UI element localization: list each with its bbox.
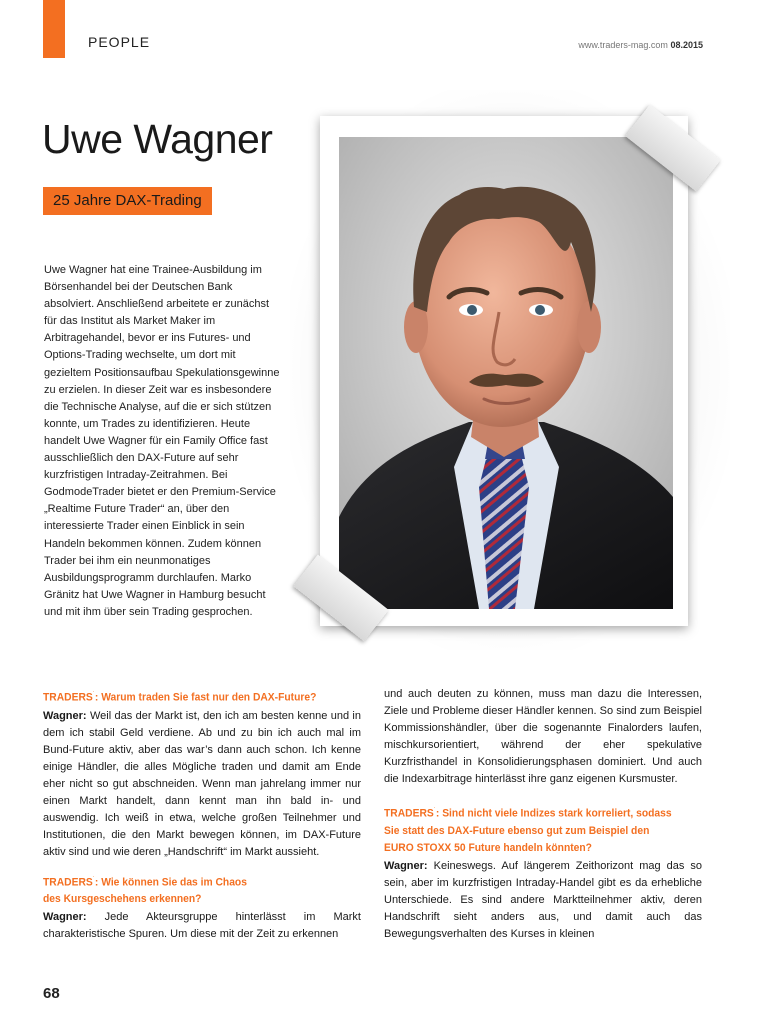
orange-tab — [43, 0, 65, 58]
answer-2-continued: und auch deuten zu können, muss man dazu die Interessen, Ziele und Probleme dieser Händler kennen. So sind zum Beispiel Kommissionshändler, über die sogenannte Finalorders laufen, mischkursorientiert, während der eher spekulative Kurzfristhandel in Konsolidierungsphasen dominiert. Und auch die Indexarbitrage hinterlässt ihre ganz eigenen Kursmuster. — [384, 688, 702, 785]
question-3: TRADERS´: Sind nicht viele Indizes stark korreliert, sodass Sie statt des DAX-Future ebenso gut zum Beispiel den EURO STOXX 50 Future handeln könnten? — [384, 807, 672, 854]
portrait-image — [339, 137, 673, 609]
article-subtitle: 25 Jahre DAX-Trading — [43, 187, 212, 215]
speaker-label: Wagner: — [43, 709, 87, 722]
article-title: Uwe Wagner — [42, 116, 273, 162]
page-number: 68 — [43, 985, 60, 1002]
column-left — [43, 686, 361, 953]
header-meta — [578, 40, 703, 50]
question-1: TRADERS´: Warum traden Sie fast nur den DAX-Future? — [43, 691, 317, 704]
question-2: TRADERS´: Wie können Sie das im Chaos des Kursgeschehens erkennen? — [43, 875, 247, 906]
brand-traders: TRADERS — [43, 691, 93, 704]
website-url[interactable]: www.traders-mag.com — [578, 40, 668, 50]
portrait-photo — [339, 137, 673, 609]
answer-3: Wagner: Keineswegs. Auf längerem Zeithorizont mag das so sein, aber im kurzfristigen Intraday-Handel gibt es da erhebliche Unterschiede. Es sind andere Marktteilnehmer aktiv, deren Handschrift sieht anders aus, und damit auch das Bewegungsverhalten des Kurses in kleinen — [384, 859, 702, 940]
issue-number: 08.2015 — [670, 40, 703, 50]
column-right — [384, 686, 702, 953]
answer-2: Wagner: Jede Akteursgruppe hinterlässt im Markt charakteristische Spuren. Um diese mit der Zeit zu erkennen — [43, 911, 361, 941]
answer-1: Wagner: Weil das der Markt ist, den ich am besten kenne und in dem ich stabil Geld verdiene. Ab und zu bin ich auch mal im Bund-Future aktiv, aber das war’s dann auch schon. Ich kenne einige Händler, die alles Mögliche traden und damit am Ende eher nicht so gut abschneiden. Wenn man jahrelang immer nur einen Markt handelt, dann kennt man ihn bald in- und auswendig. Ich weiß in etwa, welche großen Teilnehmer und Institutionen, die den Markt bewegen können, im DAX-Future aktiv sind und wie deren „Handschrift“ im Markt aussieht. — [43, 709, 361, 858]
article-intro: Uwe Wagner hat eine Trainee-Ausbildung im Börsenhandel bei der Deutschen Bank absolviert. Anschließend arbeitete er zunächst für das Institut als Market Maker im Arbitragehandel, bevor er ins Futures- und Options-Trading wechselte, um dort mit gezieltem Positionsaufbau Spekulationsgewinne zu erzielen. In dieser Zeit war es insbesondere die Technische Analyse, auf die er sich stützen konnte, um Trades zu identifizieren. Heute handelt Uwe Wagner für ein Family Office fast ausschließlich den DAX-Future auf sehr kurzfristigen Intraday-Zeitrahmen. Bei GodmodeTrader bietet er den Premium-Service „Realtime Future Trader“ an, über den interessierte Trader einen Einblick in sein Handeln bekommen können. Zudem können Trader bei ihm ein neunmonatiges Ausbildungsprogramm durchlaufen. Marko Gränitz hat Uwe Wagner in Hamburg besucht und mit ihm über sein Trading gesprochen. — [44, 264, 280, 618]
section-label: PEOPLE — [88, 34, 151, 50]
